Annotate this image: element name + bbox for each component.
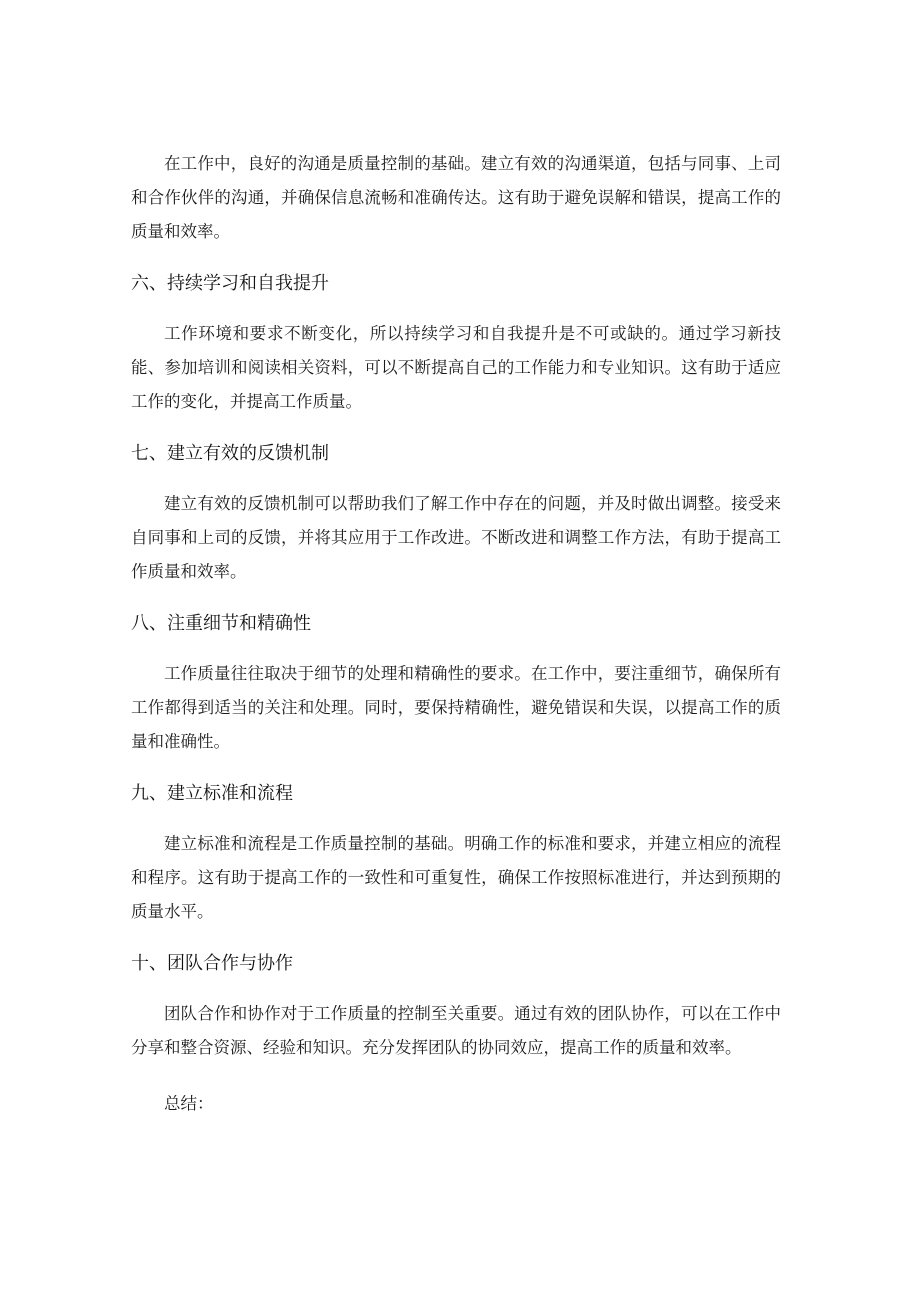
spacer [131, 1065, 781, 1087]
section-heading-10: 十、团队合作与协作 [131, 953, 293, 974]
intro-paragraph: 在工作中，良好的沟通是质量控制的基础。建立有效的沟通渠道，包括与同事、上司和合作伙伴的沟通，并确保信息流畅和准确传达。这有助于避免误解和错误，提高工作的质量和效率。 [131, 154, 781, 241]
document-body [131, 147, 781, 1121]
spacer [131, 637, 781, 657]
spacer [131, 929, 781, 951]
spacer [131, 977, 781, 997]
summary-label: 总结： [164, 1094, 214, 1113]
section-heading-7: 七、建立有效的反馈机制 [131, 443, 329, 464]
spacer [131, 759, 781, 781]
spacer [131, 807, 781, 827]
spacer [131, 589, 781, 611]
spacer [131, 249, 781, 271]
section-paragraph-10: 团队合作和协作对于工作质量的控制至关重要。通过有效的团队协作，可以在工作中分享和整合资源、经验和知识。充分发挥团队的协同效应，提高工作的质量和效率。 [131, 1004, 781, 1057]
spacer [131, 467, 781, 487]
section-heading-8: 八、注重细节和精确性 [131, 613, 311, 634]
section-paragraph-7: 建立有效的反馈机制可以帮助我们了解工作中存在的问题，并及时做出调整。接受来自同事和上司的反馈，并将其应用于工作改进。不断改进和调整工作方法，有助于提高工作质量和效率。 [131, 494, 781, 581]
section-paragraph-8: 工作质量往往取决于细节的处理和精确性的要求。在工作中，要注重细节，确保所有工作都得到适当的关注和处理。同时，要保持精确性，避免错误和失误，以提高工作的质量和准确性。 [131, 664, 781, 751]
section-heading-9: 九、建立标准和流程 [131, 783, 293, 804]
spacer [131, 419, 781, 441]
section-paragraph-9: 建立标准和流程是工作质量控制的基础。明确工作的标准和要求，并建立相应的流程和程序。这有助于提高工作的一致性和可重复性，确保工作按照标准进行，并达到预期的质量水平。 [131, 834, 781, 921]
section-heading-6: 六、持续学习和自我提升 [131, 273, 329, 294]
spacer [131, 297, 781, 317]
section-paragraph-6: 工作环境和要求不断变化，所以持续学习和自我提升是不可或缺的。通过学习新技能、参加培训和阅读相关资料，可以不断提高自己的工作能力和专业知识。这有助于适应工作的变化，并提高工作质量。 [131, 324, 781, 411]
